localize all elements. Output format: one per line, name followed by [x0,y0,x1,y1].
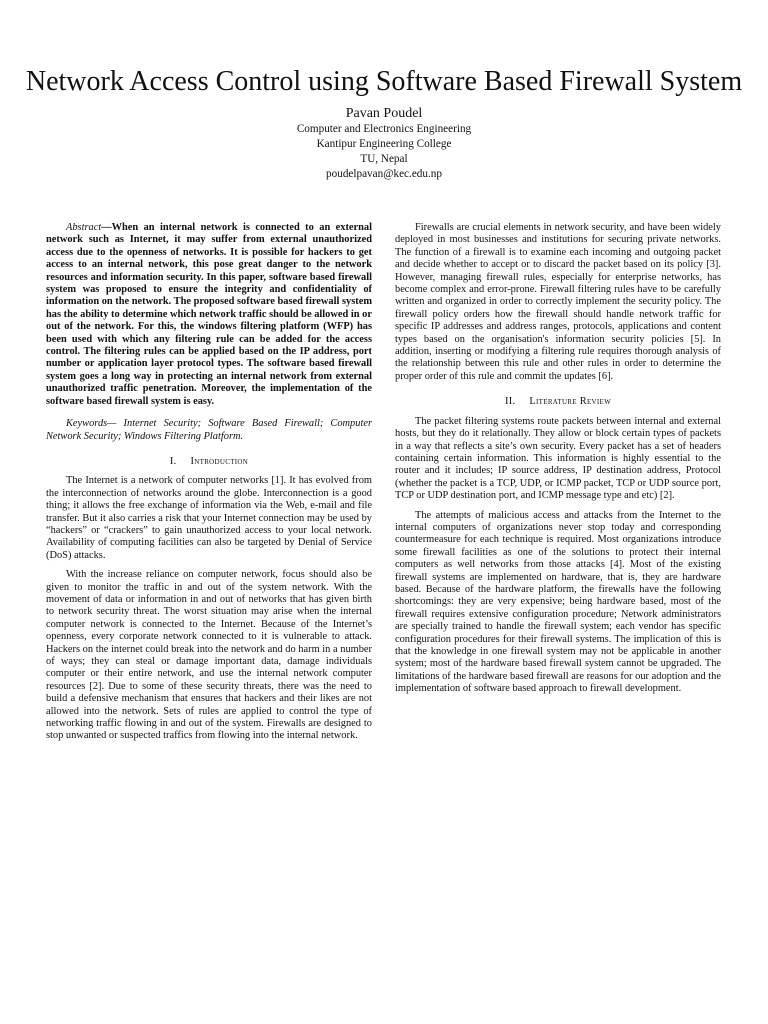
section-number: II. [504,396,516,408]
right-column [395,222,721,703]
literature-paragraph-2: The attempts of malicious access and attacks from the Internet to the internal computers of organizations never stop today and corresponding countermeasure for each technique is required. Most organizations introduce some firewall facilities as one of the solutions to protect their internal computers as well networks from those attacks [4]. Most of the existing firewall systems are implemented on hardware, that is, they are hardware based. Because of the hardware platform, the firewalls have the following shortcomings: they are very expensive; being hardware based, most of the firewall requires extensive configuration procedure; Network administrators are specially trained to handle the firewall system; each vendor has specific configuration procedures for their firewall systems. The implication of this is that the knowledge in one firewall system may not be applicable in another system; most of the hardware based firewall system cannot be upgraded. The limitations of the hardware based firewall are reasons for our adoption and the implementation of software based approach to firewall development. [395,509,721,695]
abstract [46,222,372,408]
affiliation-dept: Computer and Electronics Engineering [296,123,472,135]
author-email[interactable]: poudelpavan@kec.edu.np [326,168,442,180]
intro-paragraph-1: The Internet is a network of computer networks [1]. It has evolved from the interconnection of networks around the globe. Interconnection is a good thing; it allows the free exchange of information via the Web, e-mail and file transfer. But it also carries a risk that your Internet connection may be used by “hackers” or “crackers” to gain unauthorized access to your local network. Availability of computing facilities can also be targeted by Denial of Service (DoS) attacks. [46,475,372,561]
left-column [46,222,372,750]
section-title: Introduction [190,455,249,467]
author-name: Pavan Poudel [345,106,423,121]
affiliation-college: Kantipur Engineering College [316,138,452,150]
intro-paragraph-3: Firewalls are crucial elements in network security, and have been widely deployed in most businesses and institutions for securing private networks. The function of a firewall is to examine each incoming and outgoing packet and decide whether to accept or to discard the packet based on its policy [3]. However, managing firewall rules, especially for enterprise networks, has become complex and error-prone. Firewall filtering rules have to be carefully written and organized in order to correctly implement the security policy. The firewall policy orders how the firewall should handle network traffic for specific IP addresses and address ranges, protocols, applications and content types based on the organisation's information security policies [5]. In addition, inserting or modifying a filtering rule requires thorough analysis of the relationship between this rule and other rules in order to determine the proper order of this rule and commit the updates [6]. [395,222,721,382]
literature-paragraph-1: The packet filtering systems route packets between internal and external hosts, but they do it relationally. They allow or block certain types of packets in a way that reflects a site’s own security. Every packet has a set of headers containing certain information. This information is highly essential to the router and it includes; IP source address, IP destination address, Protocol (whether the packet is a TCP, UDP, or ICMP packet, TCP or UDP source port, TCP or UDP destination port, and ICMP message type and etc) [2]. [395,415,721,502]
keywords: Keywords— Internet Security; Software Based Firewall; Computer Network Security; Windows Filtering Platform. [46,418,372,442]
paper-header [0,66,768,182]
abstract-text: When an internal network is connected to an external network such as Internet, it may suffer from external unauthorized access due to the openness of networks. It is possible for hackers to get access to an internal network, this pose great danger to the network resources and information security. In this paper, software based firewall system was proposed to ensure the integrity and confidentiality of information on the network. The proposed software based firewall system has the ability to determine which network traffic should be allowed in or out of the network. For this, the windows filtering platform (WFP) has been used with which any filtering rule can be added for the access control. The filtering rules can be applied based on the IP address, port number or application layer protocol types. The software based firewall system goes a long way in protecting an internal network from external unauthorized traffic penetration. Moreover, the implementation of the software based firewall system is easy. [46,222,372,407]
section-title: Literature Review [529,396,612,408]
paper-title: Network Access Control using Software Based Firewall System [25,66,743,97]
abstract-label: Abstract [66,222,102,233]
abstract-dash: — [101,222,112,233]
section-heading-literature-review [395,396,721,408]
section-number: I. [169,455,177,467]
affiliation-location: TU, Nepal [360,153,408,165]
section-heading-introduction [46,456,372,468]
intro-paragraph-2: With the increase reliance on computer network, focus should also be given to monitor the traffic in and out of the system network. With the movement of data or information in and out of networks that has given birth to network security threat. The worst situation may arise when the internal computer network is connected to the Internet. Because of the Internet’s openness, every corporate network connected to it is vulnerable to attack. Hackers on the internet could break into the network and do harm in a number of ways; they can steal or damage important data, damage individuals computer or their entire network, and use the internal network computer resources [2]. Due to some of these security threats, there was the need to build a defensive mechanism that ensures that hackers and their likes are not allowed into the network. Sets of rules are applied to control the type of networking traffic flowing in and out of the system. Firewalls are designed to stop unwanted or suspected traffics from flowing into the internal network. [46,569,372,742]
